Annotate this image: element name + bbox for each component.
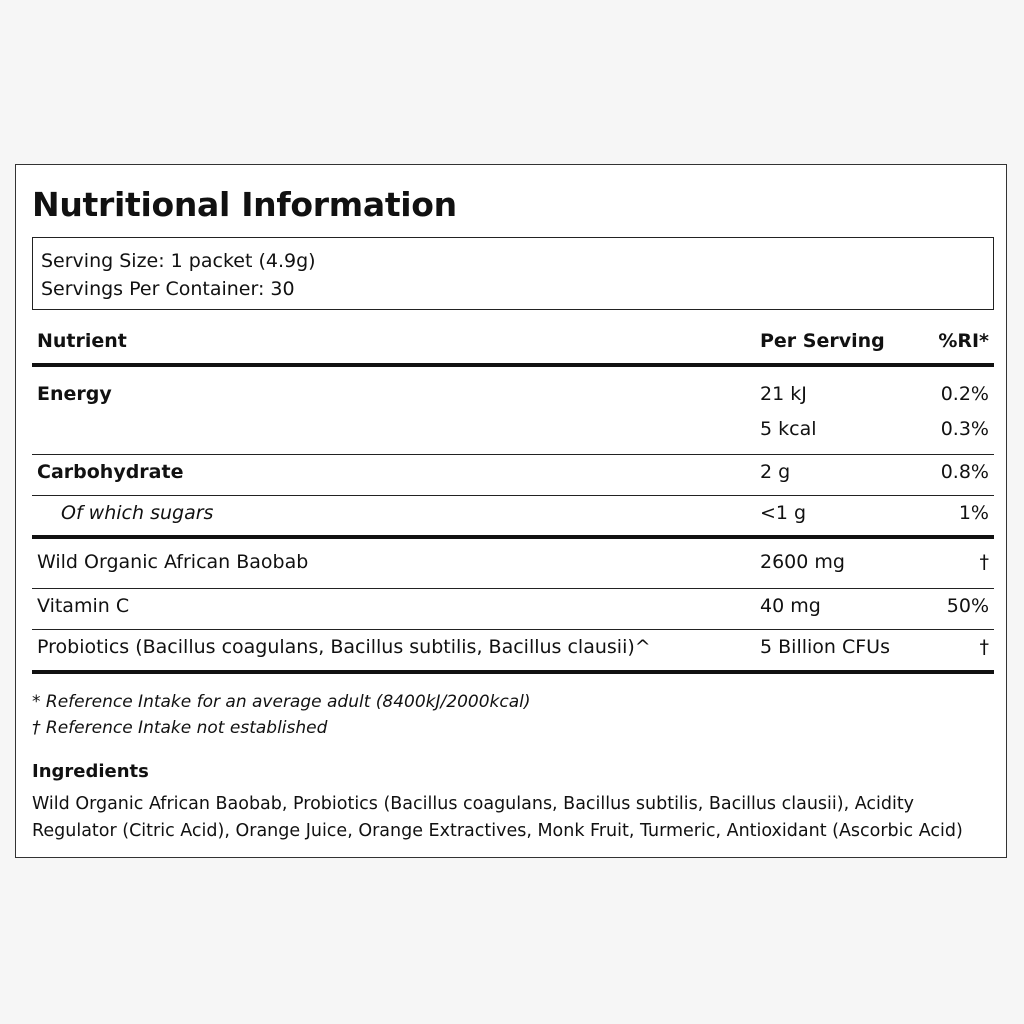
ri-value: †: [979, 551, 989, 573]
table-row: [32, 367, 994, 414]
per-serving-value: 21 kJ: [760, 383, 807, 405]
footnote-ri: * Reference Intake for an average adult (8400kJ/2000kcal): [32, 692, 531, 712]
header-ri: %RI*: [938, 330, 989, 352]
per-serving-value: 5 kcal: [760, 418, 817, 440]
nutrition-panel: [15, 164, 1007, 858]
nutrient-name: Of which sugars: [61, 502, 214, 524]
ri-value: 1%: [958, 502, 989, 524]
per-serving-value: <1 g: [760, 502, 807, 524]
ri-value: 50%: [946, 595, 989, 617]
nutrient-name: Probiotics (Bacillus coagulans, Bacillus subtilis, Bacillus clausii)^: [37, 636, 651, 658]
serving-size: Serving Size: 1 packet (4.9g): [41, 250, 316, 272]
servings-per-container: Servings Per Container: 30: [41, 278, 295, 300]
header-per-serving: Per Serving: [760, 330, 885, 352]
table-row: [32, 455, 994, 496]
table-row: [32, 414, 994, 455]
nutrient-name: Vitamin C: [37, 595, 130, 617]
nutrient-name: Wild Organic African Baobab: [37, 551, 309, 573]
table-row: [32, 630, 994, 674]
ri-value: 0.3%: [940, 418, 989, 440]
per-serving-value: 2 g: [760, 461, 791, 483]
table-row: [32, 589, 994, 630]
table-header: [32, 325, 994, 367]
ingredients-heading: Ingredients: [32, 761, 149, 782]
serving-info-box: [32, 237, 994, 310]
ri-value: †: [979, 636, 989, 658]
nutrition-table: [32, 325, 994, 674]
panel-title: Nutritional Information: [32, 185, 457, 224]
ri-value: 0.8%: [940, 461, 989, 483]
per-serving-value: 2600 mg: [760, 551, 845, 573]
table-row: [32, 539, 994, 589]
ri-value: 0.2%: [940, 383, 989, 405]
footnote-dagger: † Reference Intake not established: [32, 718, 328, 738]
nutrient-name: Carbohydrate: [37, 461, 184, 483]
table-row: [32, 496, 994, 539]
nutrient-name: Energy: [37, 383, 112, 405]
per-serving-value: 5 Billion CFUs: [760, 636, 890, 658]
per-serving-value: 40 mg: [760, 595, 821, 617]
footnotes: [32, 689, 531, 741]
header-nutrient: Nutrient: [37, 330, 127, 352]
ingredients-text: Wild Organic African Baobab, Probiotics (Bacillus coagulans, Bacillus subtilis, Bacillus clausii), Acidity Regulator (Citric Acid), Orange Juice, Orange Extractives, Monk Fruit, Turmeric, Antioxidant (Ascorbic Acid): [32, 794, 963, 841]
